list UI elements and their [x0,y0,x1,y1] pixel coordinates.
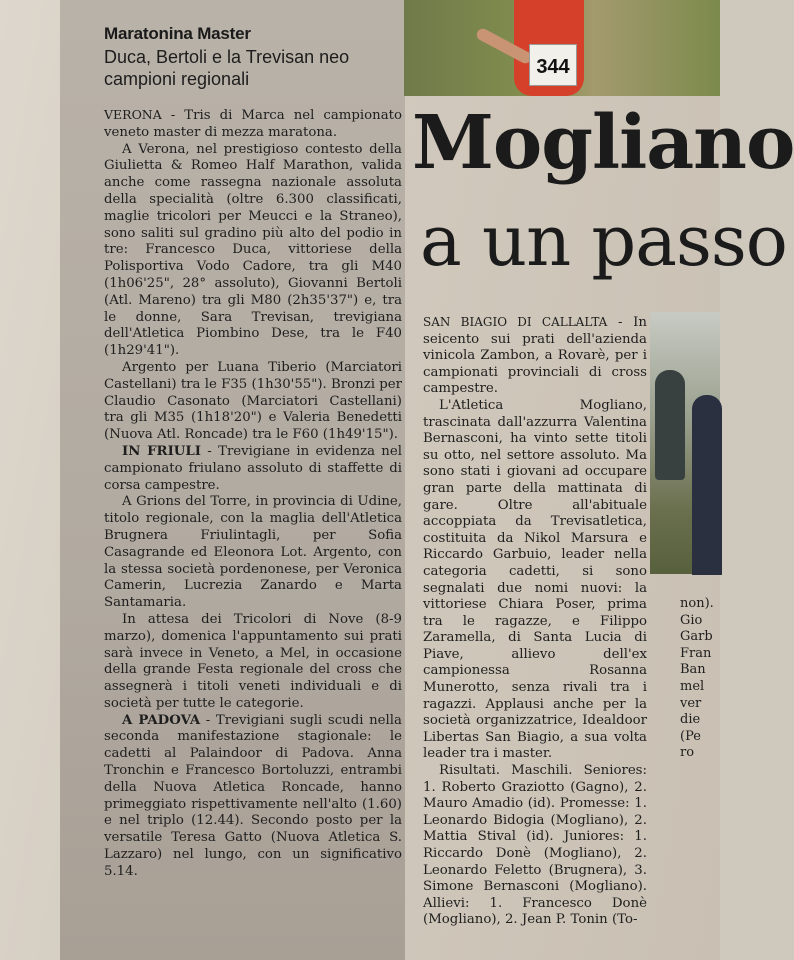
cropped-line: ver [680,695,702,711]
sidebar-headline: Duca, Bertoli e la Trevisan neo campioni regionali [104,47,350,89]
sidebar-paragraph: In attesa dei Tricolori di Nove (8-9 marzo), domenica l'appuntamento sui prati sarà invece in Veneto, a Mel, in occasione della grande Festa regionale del cross che assegnerà i titoli veneti individuali e di società per tutte le categorie. [104,611,402,711]
cropped-line: Gio [680,612,703,628]
runner-photo [404,0,720,96]
race-bib: 344 [529,44,577,86]
photo-person [655,370,685,480]
main-headline-line1: Mogliano [412,100,794,186]
sidebar-paragraph: - Tris di Marca nel campionato veneto master di mezza maratona. [104,108,402,140]
sidebar-article [104,107,402,881]
cropped-line: die [680,712,701,728]
main-paragraph: L'Atletica Mogliano, trascinata dall'azzurra Valentina Bernasconi, ha vinto sette titoli su otto, nel settore assoluto. Ma sono stati i giovani ad occupare gran parte della mattinata di gare. Oltre all'abituale accoppiata da Trevisatletica, costituita da Nikol Marsura e Riccardo Garbuio, leader nella categoria cadetti, si sono segnalati due nomi nuovi: la vittoriese Chiara Poser, prima tra le ragazze, e Filippo Zaramella, di Santa Lucia di Piave, allievo dell'ex campionessa Rosanna Munerotto, senza rivali tra i ragazzi. Applausi anche per la società organizzatrice, Idealdoor Libertas San Biagio, a sua volta leader tra i master. [423,397,647,762]
cropped-line: Ban [680,662,706,678]
cropped-line: mel [680,678,705,694]
sidebar-paragraph: A Verona, nel prestigioso contesto della Giulietta & Romeo Half Marathon, valida anche come rassegna nazionale assoluta della specialità (oltre 6.300 classificati, maglie tricolori per Meucci e la Straneo), sono saliti sul gradino più alto del podio in tre: Francesco Duca, vittoriese della Polisportiva Vodo Cadore, tra gli M40 (1h06'25", 28° assoluto), Giovanni Bertoli (Atl. Mareno) tra gli M80 (2h35'37") e, tra le donne, Sara Trevisan, trevigiana dell'Atletica Piombino Dese, tra le F40 (1h29'41"). [104,141,402,359]
cropped-line: (Pe [680,728,701,744]
sidebar-paragraph: A Grions del Torre, in provincia di Udine, titolo regionale, con la maglia dell'Atletica Brugnera Friulintagli, per Sofia Casagrande ed Eleonora Lot. Argento, con la stessa società pordenonese, per Veronica Camerin, Lucrezia Zanardo e Marta Santamaria. [104,494,402,611]
sidebar-subhead: IN FRIULI [122,443,201,459]
main-paragraph: - In seicento sui prati dell'azienda vinicola Zambon, a Rovarè, per i campionati provinciali di cross campestre. [423,315,647,397]
cropped-column [680,596,720,762]
photo-person [692,395,722,575]
sidebar-subhead: A PADOVA [122,712,201,728]
sidebar-kicker: Maratonina Master [104,24,251,43]
sidebar-paragraph: Argento per Luana Tiberio (Marciatori Castellani) tra le F35 (1h30'55"). Bronzi per Claudio Casonato (Marciatori Castellani) tra gli M35 (1h18'20") e Valeria Benedetti (Nuova Atl. Roncade) tra le F60 (1h49'15"). [104,359,402,443]
main-dateline: SAN BIAGIO DI CALLALTA [423,315,608,329]
main-headline-line2: a un passo [420,200,787,282]
main-results: Risultati. Maschili. Seniores: 1. Roberto Graziotto (Gagno), 2. Mauro Amadio (id). Promesse: 1. Leonardo Bidogia (Mogliano), 2. Mattia Stival (id). Juniores: 1. Riccardo Donè (Mogliano), 2. Leonardo Feletto (Brugnera), 3. Simone Bernasconi (Mogliano). Allievi: 1. Francesco Donè (Mogliano), 2. Jean P. Tonin (To- [423,763,647,928]
sidebar-dateline: VERONA [104,107,162,122]
main-article [423,314,647,929]
sidebar-paragraph: - Trevigiani sugli scudi nella seconda manifestazione stagionale: le cadetti al Palaindoor di Padova. Anna Tronchin e Francesco Bortoluzzi, entrambi della Nuova Atletica Roncade, hanno primeggiato rispettivamente nell'alto (1.60) e nel triplo (12.44). Secondo posto per la versatile Teresa Gatto (Nuova Atletica S. Lazzaro) nel lungo, con un significativo 5.14. [104,712,402,879]
cropped-line: ro [680,745,695,761]
cropped-line: Fran [680,645,712,661]
cropped-line: non). [680,596,714,611]
cropped-line: Garb [680,629,713,645]
sidebar-paragraph: - Trevigiane in evidenza nel campionato friulano assoluto di staffette di corsa campestre. [104,443,402,493]
